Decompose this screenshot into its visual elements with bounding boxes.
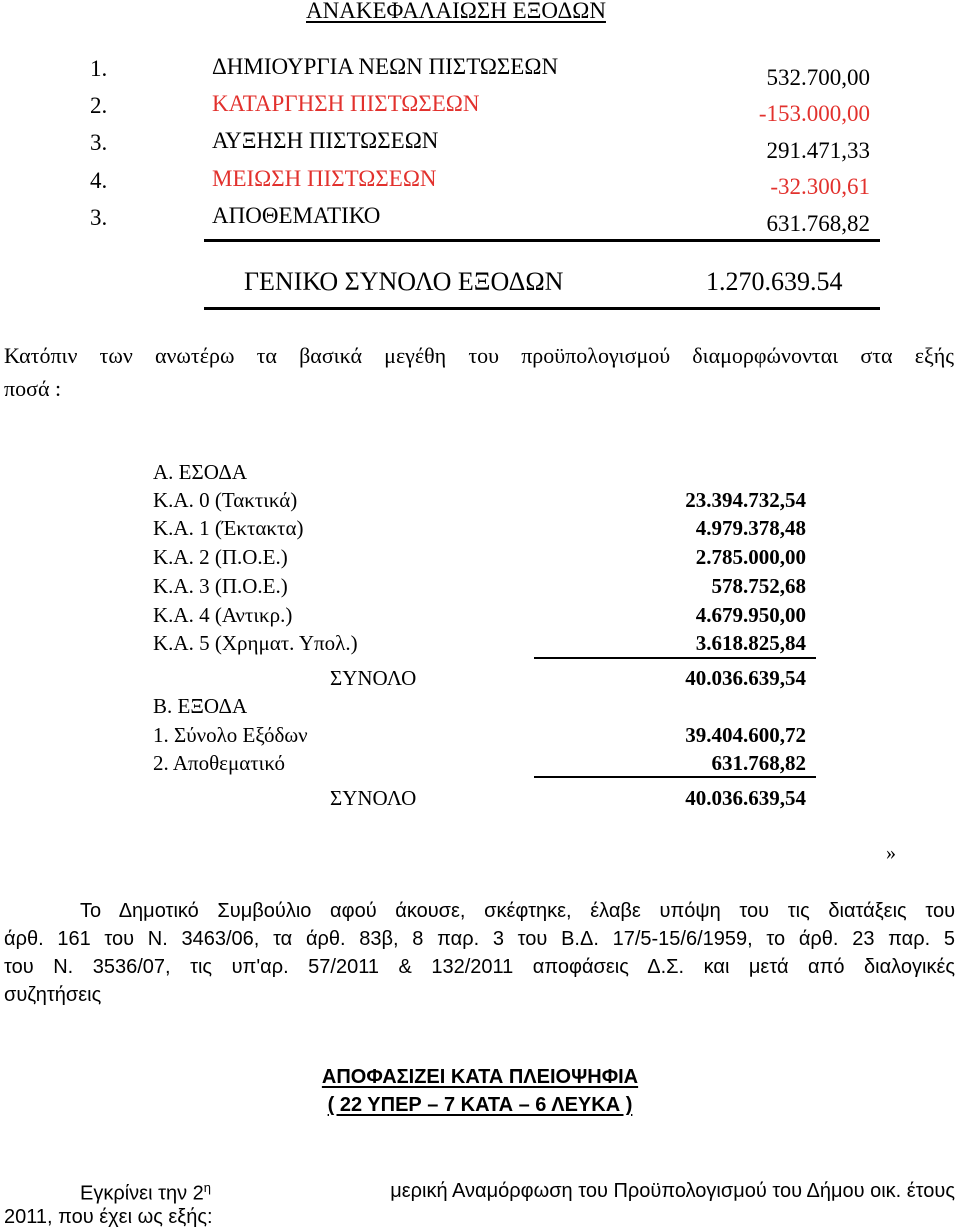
summary-row-1-number: 1. [90,56,108,81]
summary-row-2-label: ΚΑΤΑΡΓΗΣΗ ΠΙΣΤΩΣΕΩΝ [212,91,480,116]
summary-row-2-number: 2. [90,93,108,118]
expenses-total-rule [534,776,816,778]
summary-row-5-amount: 631.768,82 [766,211,870,236]
revenue-row-label: Κ.Α. 4 (Αντικρ.) [153,603,293,627]
revenue-row-label: Κ.Α. 1 (Έκτακτα) [153,516,304,540]
closing-quote-mark: » [886,842,896,864]
expenses-row-label: 1. Σύνολο Εξόδων [153,723,308,747]
revenue-row-label: Κ.Α. 0 (Τακτικά) [153,488,298,512]
revenue-row-amount: 2.785.000,00 [695,545,806,569]
approval-text-pre: Εγκρίνει την $2^\eta$ [80,1180,212,1205]
council-line-1: Το Δημοτικό Συμβούλιο αφού άκουσε, σκέφτηκε, έλαβε υπόψη του τις διατάξεις του [80,900,955,922]
summary-row-3-number: 3. [90,130,108,155]
approval-text-post: μερική Αναμόρφωση του Προϋπολογισμού του Δήμου οικ. έτους [390,1180,955,1202]
approval-line-2: 2011, που έχει ως εξής: [4,1206,213,1228]
revenue-row-amount: 23.394.732,54 [685,488,806,512]
intro-line-2: ποσά : [4,376,62,401]
revenue-heading: Α. ΕΣΟΔΑ [153,460,248,484]
expenses-row-amount: 39.404.600,72 [685,723,806,747]
revenue-row-amount: 578.752,68 [711,574,806,598]
revenue-total-label: ΣΥΝΟΛΟ [330,666,417,690]
grand-total-amount: 1.270.639.54 [706,267,843,296]
summary-row-3-amount: 291.471,33 [766,138,870,163]
revenue-row-amount: 4.979.378,48 [695,516,806,540]
expenses-row-amount: 631.768,82 [711,751,806,775]
page-title: ΑΝΑΚΕΦΑΛΑΙΩΣΗ ΕΞΟΔΩΝ [306,0,606,23]
revenue-row-amount: 4.679.950,00 [695,603,806,627]
grand-total-label: ΓΕΝΙΚΟ ΣΥΝΟΛΟ ΕΞΟΔΩΝ [244,267,564,296]
summary-row-3-label: ΑΥΞΗΣΗ ΠΙΣΤΩΣΕΩΝ [212,128,439,153]
approval-line-1 [80,1180,955,1206]
summary-row-1-amount: 532.700,00 [766,65,870,90]
council-line-4: συζητήσεις [4,984,102,1006]
intro-line-1: Κατόπιν των ανωτέρω τα βασικά μεγέθη του προϋπολογισμού διαμορφώνονται στα εξής [4,343,954,368]
summary-row-5-label: ΑΠΟΘΕΜΑΤΙΚΟ [212,203,381,228]
council-line-2: άρθ. 161 του Ν. 3463/06, τα άρθ. 83β, 8 παρ. 3 του Β.Δ. 17/5-15/6/1959, το άρθ. 23 παρ. 5 [4,928,955,950]
grand-total-top-rule [204,239,880,242]
expenses-heading: Β. ΕΞΟΔΑ [153,694,248,718]
council-line-3: του Ν. 3536/07, τις υπ'αρ. 57/2011 & 132/2011 αποφάσεις Δ.Σ. και μετά από διαλογικές [4,956,955,978]
decision-title: ΑΠΟΦΑΣΙΖΕΙ ΚΑΤΑ ΠΛΕΙΟΨΗΦΙΑ [321,1066,639,1088]
revenue-total-rule [534,657,816,659]
revenue-row-label: Κ.Α. 3 (Π.Ο.Ε.) [153,574,288,598]
expenses-total-label: ΣΥΝΟΛΟ [330,786,417,810]
grand-total-bottom-rule [204,307,880,310]
approval-superscript: η [203,1180,212,1195]
summary-row-5-number: 3. [90,205,108,230]
revenue-row-label: Κ.Α. 2 (Π.Ο.Ε.) [153,545,288,569]
revenue-row-label: Κ.Α. 5 (Χρηματ. Υπολ.) [153,631,358,655]
summary-row-4-number: 4. [90,168,108,193]
summary-row-4-label: ΜΕΙΩΣΗ ΠΙΣΤΩΣΕΩΝ [212,166,437,191]
revenue-row-amount: 3.618.825,84 [695,631,806,655]
expenses-total-amount: 40.036.639,54 [685,786,806,810]
summary-row-2-amount: -153.000,00 [758,101,870,126]
decision-votes: ( 22 ΥΠΕΡ – 7 ΚΑΤΑ – 6 ΛΕΥΚΑ ) [327,1094,633,1116]
expenses-row-label: 2. Αποθεματικό [153,751,285,775]
summary-row-1-label: ΔΗΜΙΟΥΡΓΙΑ ΝΕΩΝ ΠΙΣΤΩΣΕΩΝ [212,54,559,79]
summary-row-4-amount: -32.300,61 [770,174,870,199]
revenue-total-amount: 40.036.639,54 [685,666,806,690]
